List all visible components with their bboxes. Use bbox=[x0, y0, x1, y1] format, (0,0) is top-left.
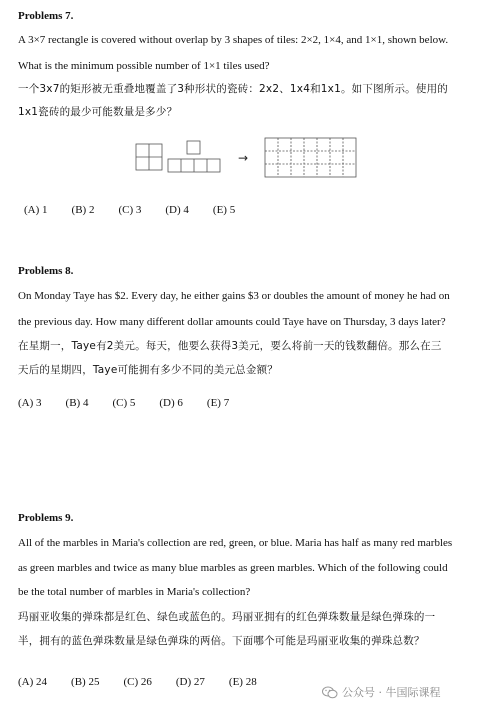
problem-9-title: Problems 9. bbox=[18, 512, 74, 524]
arrow-icon: → bbox=[238, 151, 249, 165]
tile-2x2 bbox=[136, 144, 162, 170]
choice-e[interactable]: (E) 28 bbox=[228, 676, 257, 688]
choice-d[interactable]: (D) 27 bbox=[175, 676, 205, 688]
problem-8-choices bbox=[18, 397, 253, 409]
choice-c[interactable]: (C) 3 bbox=[118, 204, 142, 216]
problem-7-text-en-line-2: What is the minimum possible number of 1×1 tiles used? bbox=[18, 60, 270, 72]
choice-d[interactable]: (D) 6 bbox=[159, 397, 183, 409]
watermark-text: 公众号 · 牛国际课程 bbox=[342, 686, 441, 699]
choice-d[interactable]: (D) 4 bbox=[165, 204, 189, 216]
tile-1x1 bbox=[187, 141, 200, 154]
problem-9-text-en-line-2: as green marbles and twice as many blue marbles as green marbles. Which of the following could bbox=[18, 562, 448, 574]
problem-8-title: Problems 8. bbox=[18, 265, 74, 277]
problem-7-choices bbox=[24, 204, 259, 216]
choice-c[interactable]: (C) 26 bbox=[123, 676, 152, 688]
wechat-official-account-icon bbox=[322, 686, 338, 699]
choice-b[interactable]: (B) 25 bbox=[71, 676, 100, 688]
problem-9-text-en-line-1: All of the marbles in Maria's collection are red, green, or blue. Maria has half as many red marbles bbox=[18, 537, 453, 549]
problem-8-text-en-line-2: the previous day. How many different dollar amounts could Taye have on Thursday, 3 days later? bbox=[18, 316, 446, 328]
problem-7-text-zh-line-2: 1x1瓷砖的最少可能数量是多少？ bbox=[18, 106, 178, 118]
watermark bbox=[322, 684, 441, 700]
tile-1x4 bbox=[168, 159, 220, 172]
problem-8-text-zh-line-1: 在星期一，Taye有2美元。每天，他要么获得3美元，要么将前一天的钱数翻倍。那么在三 bbox=[18, 340, 442, 352]
problem-7-text-zh-line-1: 一个3x7的矩形被无重叠地覆盖了3种形状的瓷砖：2x2、1x4和1x1。如下图所示。使用的 bbox=[18, 83, 448, 95]
choice-b[interactable]: (B) 4 bbox=[65, 397, 89, 409]
choice-e[interactable]: (E) 7 bbox=[206, 397, 230, 409]
problem-8-text-en-line-1: On Monday Taye has $2. Every day, he either gains $3 or doubles the amount of money he had on bbox=[18, 290, 450, 302]
tile-shapes-figure bbox=[130, 136, 370, 180]
choice-a[interactable]: (A) 24 bbox=[18, 676, 48, 688]
problem-8-text-zh-line-2: 天后的星期四，Taye可能拥有多少不同的美元总金额？ bbox=[18, 364, 278, 376]
problem-9-text-zh-line-2: 半，拥有的蓝色弹珠数量是绿色弹珠的两倍。下面哪个可能是玛丽亚收集的弹珠总数？ bbox=[18, 635, 425, 647]
problem-9-text-zh-line-1: 玛丽亚收集的弹珠都是红色、绿色或蓝色的。玛丽亚拥有的红色弹珠数量是绿色弹珠的一 bbox=[18, 611, 436, 623]
choice-e[interactable]: (E) 5 bbox=[212, 204, 236, 216]
choice-b[interactable]: (B) 2 bbox=[71, 204, 95, 216]
problem-9-choices bbox=[18, 676, 281, 688]
choice-a[interactable]: (A) 1 bbox=[24, 204, 48, 216]
problem-7-title: Problems 7. bbox=[18, 10, 74, 22]
problem-9-text-en-line-3: be the total number of marbles in Maria's collection? bbox=[18, 586, 251, 598]
problem-7-text-en-line-1: A 3×7 rectangle is covered without overlap by 3 shapes of tiles: 2×2, 1×4, and 1×1, shown below. bbox=[18, 34, 449, 46]
choice-a[interactable]: (A) 3 bbox=[18, 397, 42, 409]
choice-c[interactable]: (C) 5 bbox=[112, 397, 136, 409]
rectangle-3x7-grid bbox=[265, 138, 356, 177]
